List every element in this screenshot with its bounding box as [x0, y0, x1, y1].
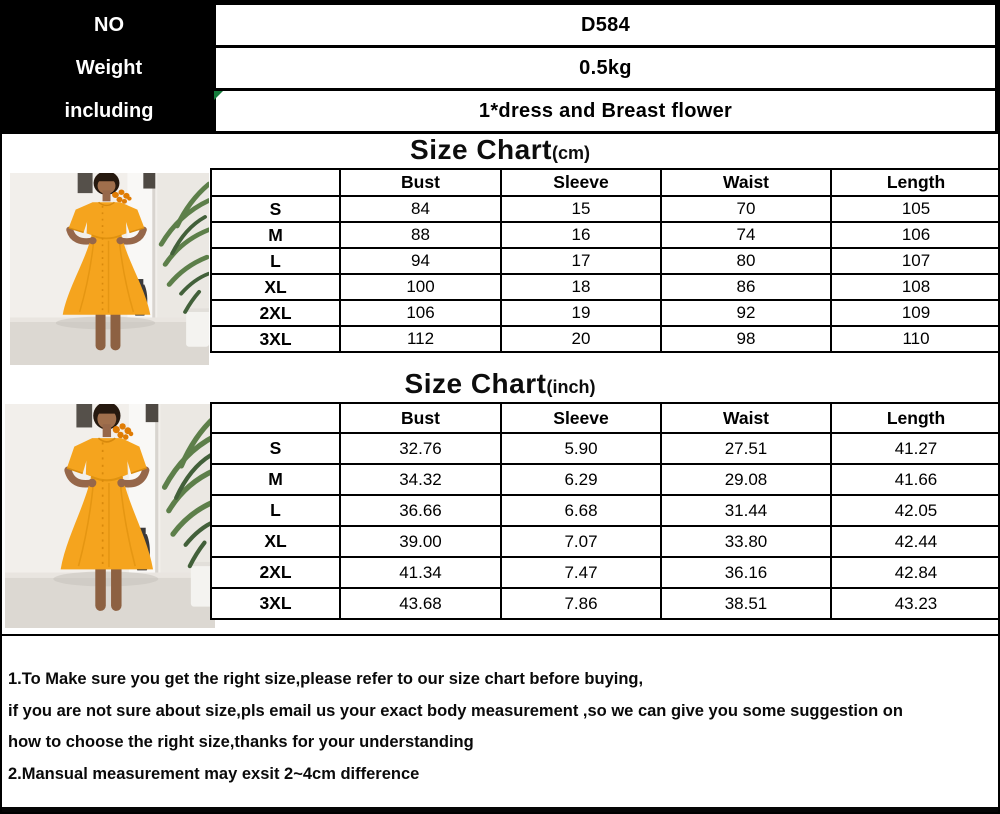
info-label-weight: Weight	[4, 47, 215, 90]
size-chart-cm-table	[210, 168, 1000, 353]
size-value: 70	[661, 196, 831, 222]
size-value: 43.23	[831, 588, 1000, 619]
size-value: 106	[831, 222, 1000, 248]
product-photo	[5, 404, 215, 628]
table-row	[4, 4, 997, 47]
row-label: L	[211, 495, 340, 526]
table-row	[211, 464, 1000, 495]
title-unit: (cm)	[551, 143, 590, 163]
size-value: 6.29	[501, 464, 661, 495]
col-header-length: Length	[831, 169, 1000, 196]
size-value: 7.47	[501, 557, 661, 588]
table-row	[211, 196, 1000, 222]
size-value: 38.51	[661, 588, 831, 619]
size-value: 19	[501, 300, 661, 326]
size-value: 94	[340, 248, 501, 274]
note-line: if you are not sure about size,pls email us your exact body measurement ,so we can give you some suggestion on	[8, 701, 903, 720]
table-row	[211, 495, 1000, 526]
table-row	[211, 588, 1000, 619]
size-value: 7.07	[501, 526, 661, 557]
size-value: 16	[501, 222, 661, 248]
table-row	[211, 248, 1000, 274]
row-label: 3XL	[211, 588, 340, 619]
size-value: 5.90	[501, 433, 661, 464]
size-value: 32.76	[340, 433, 501, 464]
size-value: 80	[661, 248, 831, 274]
size-value: 42.84	[831, 557, 1000, 588]
table-row	[211, 526, 1000, 557]
product-info-table	[2, 2, 998, 134]
size-value: 31.44	[661, 495, 831, 526]
info-value-no: D584	[215, 4, 997, 47]
size-value: 92	[661, 300, 831, 326]
row-label: 3XL	[211, 326, 340, 352]
size-value: 41.66	[831, 464, 1000, 495]
row-label: M	[211, 222, 340, 248]
size-value: 88	[340, 222, 501, 248]
size-value: 109	[831, 300, 1000, 326]
size-value: 110	[831, 326, 1000, 352]
note-line: how to choose the right size,thanks for your understanding	[8, 733, 474, 751]
info-value-including: 1*dress and Breast flower	[215, 90, 997, 133]
col-header-sleeve: Sleeve	[501, 403, 661, 433]
size-value: 74	[661, 222, 831, 248]
table-row	[211, 300, 1000, 326]
table-header-row	[211, 403, 1000, 433]
size-value: 27.51	[661, 433, 831, 464]
table-header-row	[211, 169, 1000, 196]
size-value: 41.34	[340, 557, 501, 588]
size-value: 42.44	[831, 526, 1000, 557]
size-value: 36.16	[661, 557, 831, 588]
size-value: 15	[501, 196, 661, 222]
info-label-no: NO	[4, 4, 215, 47]
info-value-weight: 0.5kg	[215, 47, 997, 90]
size-value: 41.27	[831, 433, 1000, 464]
size-value: 7.86	[501, 588, 661, 619]
size-value: 18	[501, 274, 661, 300]
info-label-including: including	[4, 90, 215, 133]
row-label: M	[211, 464, 340, 495]
table-row	[211, 557, 1000, 588]
size-chart-inch-title	[2, 368, 998, 400]
table-row	[211, 274, 1000, 300]
col-header-bust: Bust	[340, 169, 501, 196]
size-value: 34.32	[340, 464, 501, 495]
table-row	[211, 222, 1000, 248]
col-header-size	[211, 403, 340, 433]
title-unit: (inch)	[546, 377, 596, 397]
size-value: 106	[340, 300, 501, 326]
title-text: Size Chart	[404, 368, 547, 399]
col-header-waist: Waist	[661, 403, 831, 433]
note-line: 2.Mansual measurement may exsit 2~4cm difference	[8, 764, 420, 783]
size-value: 112	[340, 326, 501, 352]
size-value: 17	[501, 248, 661, 274]
row-label: S	[211, 196, 340, 222]
row-label: S	[211, 433, 340, 464]
size-value: 20	[501, 326, 661, 352]
table-row	[211, 326, 1000, 352]
size-value: 105	[831, 196, 1000, 222]
product-photo	[10, 173, 209, 365]
col-header-sleeve: Sleeve	[501, 169, 661, 196]
size-value: 108	[831, 274, 1000, 300]
size-value: 84	[340, 196, 501, 222]
size-value: 36.66	[340, 495, 501, 526]
title-text: Size Chart	[410, 134, 552, 165]
table-row	[4, 47, 997, 90]
col-header-waist: Waist	[661, 169, 831, 196]
col-header-size	[211, 169, 340, 196]
size-value: 86	[661, 274, 831, 300]
size-value: 29.08	[661, 464, 831, 495]
row-label: XL	[211, 526, 340, 557]
size-value: 98	[661, 326, 831, 352]
row-label: 2XL	[211, 300, 340, 326]
size-chart-cm-title	[2, 134, 998, 166]
size-chart-inch-table	[210, 402, 1000, 620]
size-value: 6.68	[501, 495, 661, 526]
size-value: 43.68	[340, 588, 501, 619]
bottom-divider-bar	[2, 807, 998, 812]
size-value: 42.05	[831, 495, 1000, 526]
size-value: 100	[340, 274, 501, 300]
table-row	[211, 433, 1000, 464]
note-line: 1.To Make sure you get the right size,please refer to our size chart before buying,	[8, 670, 644, 688]
col-header-bust: Bust	[340, 403, 501, 433]
col-header-length: Length	[831, 403, 1000, 433]
row-label: L	[211, 248, 340, 274]
row-label: 2XL	[211, 557, 340, 588]
dress-model-illustration	[10, 173, 209, 365]
size-value: 39.00	[340, 526, 501, 557]
cell-corner-marker	[214, 91, 223, 100]
sizing-notes	[2, 634, 998, 790]
dress-model-illustration	[5, 404, 215, 628]
table-row	[4, 90, 997, 133]
row-label: XL	[211, 274, 340, 300]
size-value: 33.80	[661, 526, 831, 557]
size-value: 107	[831, 248, 1000, 274]
